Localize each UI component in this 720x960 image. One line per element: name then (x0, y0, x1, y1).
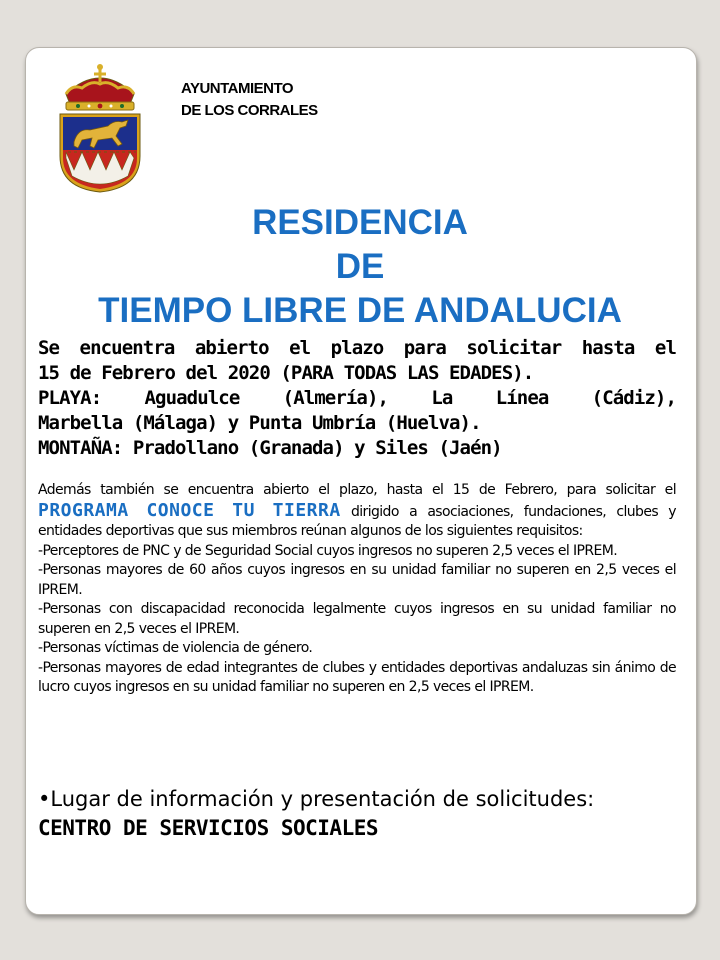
shield-icon (60, 114, 140, 192)
lead-paragraph (38, 336, 676, 461)
org-line-2: DE LOS CORRALES (181, 102, 318, 119)
lead-line-1: Se encuentra abierto el plazo para solicitar hasta el (38, 337, 676, 359)
organization-name (181, 78, 318, 122)
info-place: CENTRO DE SERVICIOS SOCIALES (38, 816, 379, 840)
intro-paragraph (38, 481, 676, 542)
lead-line-2: 15 de Febrero del 2020 (PARA TODAS LAS EDADES). (38, 362, 534, 384)
page-title (25, 201, 695, 333)
requirement-item: -Personas con discapacidad reconocida legalmente cuyos ingresos en su unidad familiar no superen en 2,5 veces el IPREM. (38, 601, 676, 637)
coat-of-arms-icon (52, 64, 148, 194)
info-label: •Lugar de información y presentación de solicitudes: (38, 787, 595, 811)
lead-line-5: MONTAÑA: Pradollano (Granada) y Siles (Jaén) (38, 437, 502, 459)
program-name: PROGRAMA CONOCE TU TIERRA (38, 499, 341, 521)
requirements-section (38, 481, 676, 698)
requirement-item: -Personas víctimas de violencia de género. (38, 640, 313, 656)
intro-text-a: Además también se encuentra abierto el plazo, hasta el 15 de Febrero, para solicitar el (38, 482, 676, 498)
info-section (38, 785, 678, 843)
requirement-item: -Personas mayores de edad integrantes de clubes y entidades deportivas andaluzas sin ánimo de lucro cuyos ingresos en su unidad familiar no superen en 2,5 veces el IPREM. (38, 659, 676, 695)
intro-text-b: dirigido a asociaciones, fundaciones, clubes y entidades deportivas que sus miembros reúnan algunos de los siguientes requisitos: (38, 503, 676, 539)
org-line-1: AYUNTAMIENTO (181, 80, 294, 97)
title-line-2: DE (335, 247, 385, 286)
title-line-3: TIEMPO LIBRE DE ANDALUCIA (98, 291, 622, 330)
lead-line-4: Marbella (Málaga) y Punta Umbría (Huelva). (38, 412, 481, 434)
crown-icon (66, 64, 134, 110)
requirement-item: -Perceptores de PNC y de Seguridad Social cuyos ingresos no superen 2,5 veces el IPREM. (38, 542, 618, 559)
lead-line-3: PLAYA: Aguadulce (Almería), La Línea (Cádiz), (38, 387, 676, 409)
requirement-item: -Personas mayores de 60 años cuyos ingresos en su unidad familiar no superen en 2,5 veces el IPREM. (38, 562, 676, 598)
title-line-1: RESIDENCIA (252, 203, 468, 242)
